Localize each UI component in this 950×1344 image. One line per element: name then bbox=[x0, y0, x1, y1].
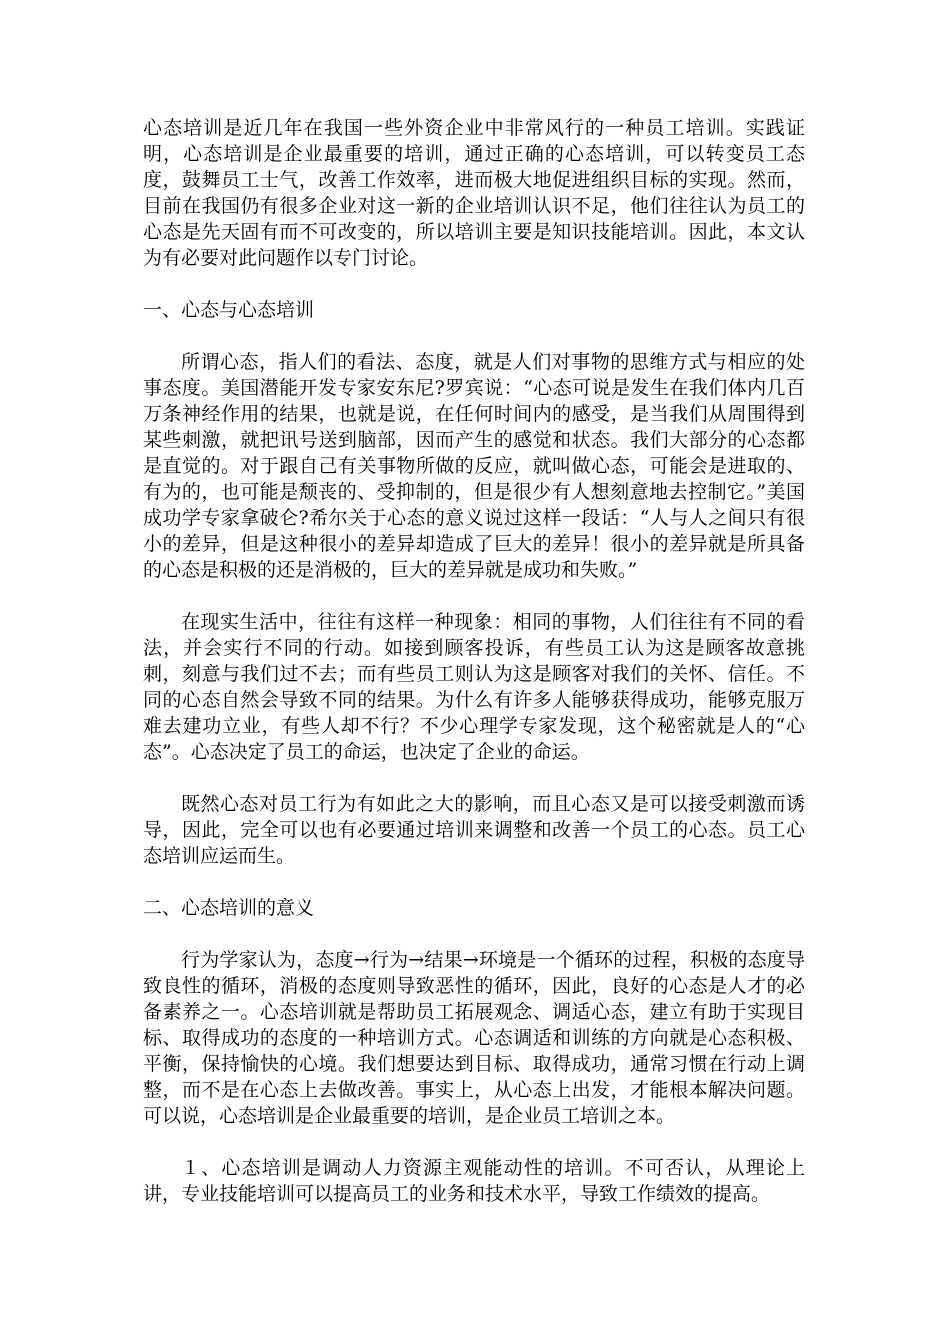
document-page bbox=[143, 115, 805, 1207]
intro-paragraph: 心态培训是近几年在我国一些外资企业中非常风行的一种员工培训。实践证明，心态培训是企业最重要的培训，通过正确的心态培训，可以转变员工态度，鼓舞员工士气，改善工作效率，进而极大地促进组织目标的实现。然而，目前在我国仍有很多企业对这一新的企业培训认识不足，他们往往认为员工的心态是先天固有而不可改变的，所以培训主要是知识技能培训。因此，本文认为有必要对此问题作以专门讨论。 bbox=[143, 117, 805, 269]
body-paragraph-1: 所谓心态，指人们的看法、态度，就是人们对事物的思维方式与相应的处事态度。美国潜能开发专家安东尼?罗宾说：“心态可说是发生在我们体内几百万条神经作用的结果，也就是说，在任何时间内的感受，是当我们从周围得到某些刺激，就把讯号送到脑部，因而产生的感觉和状态。我们大部分的心态都是直觉的。对于跟自己有关事物所做的反应，就叫做心态，可能会是进取的、有为的，也可能是颓丧的、受抑制的，但是很少有人想刻意地去控制它。”美国成功学专家拿破仑?希尔关于心态的意义说过这样一段话：“人与人之间只有很小的差异，但是这种很小的差异却造成了巨大的差异！很小的差异就是所具备的心态是积极的还是消极的，巨大的差异就是成功和失败。” bbox=[143, 351, 805, 581]
body-paragraph-3: 既然心态对员工行为有如此之大的影响，而且心态又是可以接受刺激而诱导，因此，完全可以也有必要通过培训来调整和改善一个员工的心态。员工心态培训应运而生。 bbox=[143, 793, 805, 867]
body-paragraph-4: 行为学家认为，态度→行为→结果→环境是一个循环的过程，积极的态度导致良性的循环，消极的态度则导致恶性的循环，因此，良好的心态是人才的必备素养之一。心态培训就是帮助员工拓展观念、调适心态，建立有助于实现目标、取得成功的态度的一种培训方式。心态调适和训练的方向就是心态积极、平衡，保持愉快的心境。我们想要达到目标、取得成功，通常习惯在行动上调整，而不是在心态上去做改善。事实上，从心态上出发，才能根本解决问题。可以说，心态培训是企业最重要的培训，是企业员工培训之本。 bbox=[143, 949, 805, 1127]
section-heading-1: 一、心态与心态培训 bbox=[143, 299, 315, 321]
body-paragraph-5: １、心态培训是调动人力资源主观能动性的培训。不可否认，从理论上讲，专业技能培训可以提高员工的业务和技术水平，导致工作绩效的提高。 bbox=[143, 1157, 805, 1205]
body-paragraph-2: 在现实生活中，往往有这样一种现象：相同的事物，人们往往有不同的看法，并会实行不同的行动。如接到顾客投诉，有些员工认为这是顾客故意挑刺，刻意与我们过不去；而有些员工则认为这是顾客对我们的关怀、信任。不同的心态自然会导致不同的结果。为什么有许多人能够获得成功，能够克服万难去建功立业，有些人却不行？不少心理学专家发现，这个秘密就是人的“心态”。心态决定了员工的命运，也决定了企业的命运。 bbox=[143, 611, 805, 763]
section-heading-2: 二、心态培训的意义 bbox=[143, 897, 315, 919]
